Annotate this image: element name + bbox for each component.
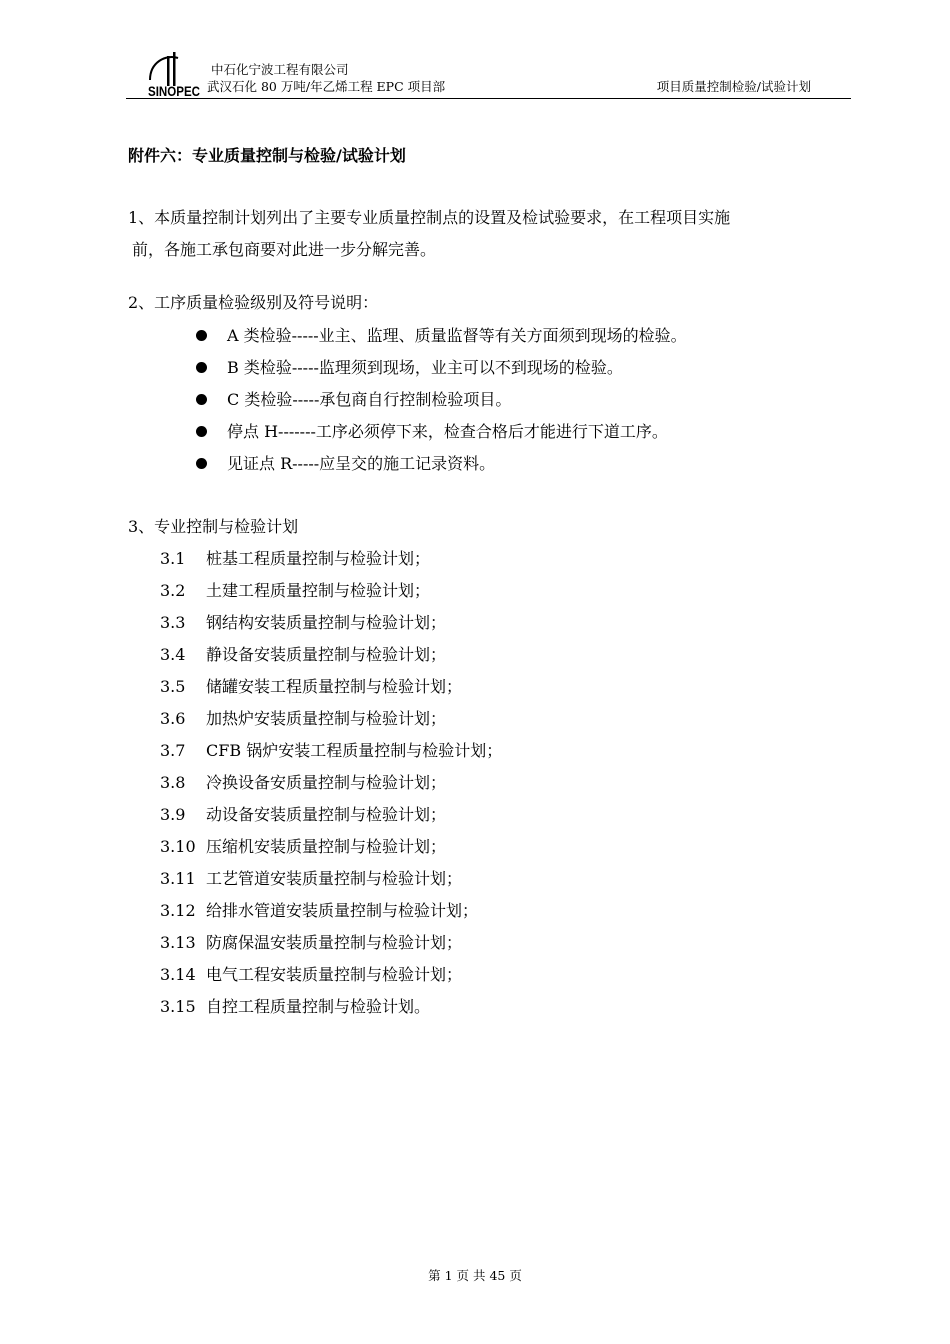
plan-item	[160, 895, 502, 927]
list-item	[196, 320, 687, 352]
plan-item-number: 3.9	[160, 805, 186, 824]
page-number: 第 1 页 共 45 页	[428, 1268, 522, 1283]
list-item	[196, 352, 687, 384]
plan-item-number: 3.10	[160, 837, 196, 856]
plan-item-text: 加热炉安装质量控制与检验计划；	[206, 709, 447, 728]
list-item-text: C 类检验-----承包商自行控制检验项目。	[227, 390, 512, 409]
plan-item-number: 3.2	[160, 581, 186, 600]
plan-item	[160, 959, 502, 991]
page-title: 附件六：专业质量控制与检验/试验计划	[128, 146, 406, 165]
sinopec-logo-mark	[144, 50, 204, 98]
plan-item-number: 3.15	[160, 997, 196, 1016]
plan-item-number: 3.6	[160, 709, 186, 728]
plan-item-number: 3.1	[160, 549, 186, 568]
plan-item-text: 静设备安装质量控制与检验计划；	[206, 645, 447, 664]
inspection-level-list	[196, 320, 687, 480]
plan-item-text: 工艺管道安装质量控制与检验计划；	[206, 869, 463, 888]
plan-item-number: 3.13	[160, 933, 196, 952]
project-name: 武汉石化 80 万吨/年乙烯工程 EPC 项目部	[207, 79, 446, 94]
plan-item-number: 3.4	[160, 645, 186, 664]
plan-item	[160, 575, 502, 607]
plan-item-number: 3.14	[160, 965, 196, 984]
list-item-text: B 类检验-----监理须到现场，业主可以不到现场的检验。	[227, 358, 623, 377]
plan-item-text: 储罐安装工程质量控制与检验计划；	[206, 677, 463, 696]
plan-item	[160, 799, 502, 831]
section-3-heading: 3、专业控制与检验计划	[128, 517, 299, 536]
list-item-text: 停点 H-------工序必须停下来，检查合格后才能进行下道工序。	[227, 422, 668, 441]
plan-item-number: 3.8	[160, 773, 186, 792]
plan-item	[160, 671, 502, 703]
plan-item-text: 桩基工程质量控制与检验计划；	[206, 549, 431, 568]
plan-item-text: CFB 锅炉安装工程质量控制与检验计划；	[206, 741, 503, 760]
plan-item-text: 动设备安装质量控制与检验计划；	[206, 805, 447, 824]
logo-text: SINOPEC	[148, 83, 200, 99]
list-item	[196, 384, 687, 416]
section-1-line-2: 前，各施工承包商要对此进一步分解完善。	[132, 240, 437, 259]
page-header	[126, 50, 851, 99]
document-title: 项目质量控制检验/试验计划	[656, 79, 811, 94]
list-item-text: 见证点 R-----应呈交的施工记录资料。	[227, 454, 496, 473]
plan-item-number: 3.7	[160, 741, 186, 760]
plan-item-text: 电气工程安装质量控制与检验计划；	[206, 965, 463, 984]
plan-item	[160, 863, 502, 895]
bullet-icon	[196, 458, 207, 469]
bullet-icon	[196, 394, 207, 405]
bullet-icon	[196, 426, 207, 437]
section-1	[128, 202, 853, 266]
section-1-line-1: 1、本质量控制计划列出了主要专业质量控制点的设置及检试验要求，在工程项目实施	[128, 208, 731, 227]
list-item	[196, 416, 687, 448]
plan-item	[160, 831, 502, 863]
sinopec-logo	[144, 50, 204, 98]
plan-item-text: 冷换设备安质量控制与检验计划；	[206, 773, 447, 792]
plan-item-text: 给排水管道安装质量控制与检验计划；	[206, 901, 479, 920]
plan-item-number: 3.11	[160, 869, 196, 888]
plan-item-text: 防腐保温安装质量控制与检验计划；	[206, 933, 463, 952]
section-2-heading: 2、工序质量检验级别及符号说明：	[128, 293, 379, 312]
bullet-icon	[196, 330, 207, 341]
plan-item-number: 3.3	[160, 613, 186, 632]
plan-item	[160, 639, 502, 671]
plan-item	[160, 607, 502, 639]
list-item	[196, 448, 687, 480]
list-item-text: A 类检验-----业主、监理、质量监督等有关方面须到现场的检验。	[227, 326, 687, 345]
plan-item-text: 土建工程质量控制与检验计划；	[206, 581, 431, 600]
bullet-icon	[196, 362, 207, 373]
plan-item	[160, 927, 502, 959]
company-name: 中石化宁波工程有限公司	[211, 62, 349, 77]
plan-item	[160, 703, 502, 735]
plan-item-number: 3.12	[160, 901, 196, 920]
plan-item-text: 压缩机安装质量控制与检验计划；	[206, 837, 447, 856]
plan-item	[160, 991, 502, 1023]
plan-list	[160, 543, 502, 1023]
plan-item-text: 自控工程质量控制与检验计划。	[206, 997, 431, 1016]
plan-item-number: 3.5	[160, 677, 186, 696]
plan-item	[160, 735, 502, 767]
plan-item	[160, 543, 502, 575]
plan-item	[160, 767, 502, 799]
plan-item-text: 钢结构安装质量控制与检验计划；	[206, 613, 447, 632]
